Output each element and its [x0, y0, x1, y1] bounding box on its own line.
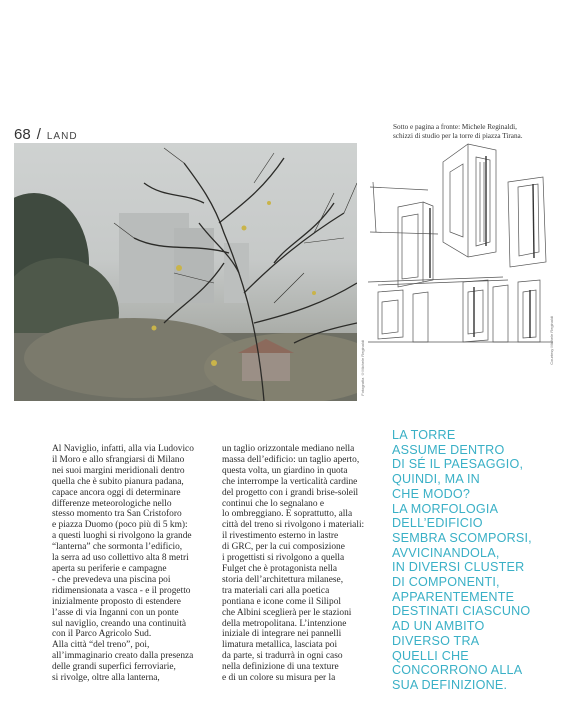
text-line: Alla città “del treno”, poi, — [52, 640, 150, 651]
text-line: del progetto con i grandi brise-soleil — [222, 487, 359, 498]
sketch-credit: Courtesy Michele Reginaldi — [549, 316, 554, 365]
quote-line: APPARENTEMENTE — [392, 589, 515, 604]
quote-line: CONCORRONO ALLA — [392, 663, 523, 678]
text-line: Fulget che è protagonista nella — [222, 563, 338, 574]
quote-line: QUELLI CHE — [392, 648, 469, 663]
text-line: il rivestimento esterno in lastre — [222, 531, 339, 542]
text-line: ridimensionata a vasca - e il progetto — [52, 585, 191, 596]
text-line: un taglio orizzontale mediano nella — [222, 444, 355, 454]
text-line: nei suoi margini meridionali dentro — [52, 465, 185, 476]
foggy-tower-image — [14, 143, 357, 401]
text-line: stesso momento tra San Cristoforo — [52, 509, 182, 520]
quote-line: DI SÉ IL PAESAGGIO, — [392, 457, 524, 472]
quote-line: DESTINATI CIASCUNO — [392, 604, 531, 619]
quote-line: DELL’EDIFICIO — [392, 516, 483, 531]
page-number: 68 — [14, 126, 31, 143]
text-line: a questi luoghi si rivolgono la grande — [52, 531, 192, 542]
quote-line: AD UN AMBITO — [392, 619, 485, 634]
text-line: inizialmente proposto di estendere — [52, 596, 181, 607]
text-line: e di un colore su misura per la — [222, 673, 336, 684]
text-line: sul naviglio, creando una continuità — [52, 618, 187, 629]
text-line: l’asse di via Inganni con un ponte — [52, 607, 179, 618]
tower-sketch-drawing — [368, 142, 558, 347]
text-line: continui che lo segnalano e — [222, 498, 325, 509]
text-line: quella che è subito pianura padana, — [52, 476, 184, 487]
body-column-1 — [52, 444, 217, 684]
body-column-2 — [222, 444, 392, 684]
text-line: limatura metallica, lasciata poi — [222, 640, 338, 651]
text-line: massa dell’edificio: un taglio aperto, — [222, 454, 360, 465]
section-label: LAND — [46, 131, 78, 142]
quote-line: DIVERSO TRA — [392, 633, 480, 648]
quote-line: LA TORRE — [392, 428, 456, 442]
text-line: “lanterna” che sormonta l’edificio, — [52, 542, 183, 553]
quote-line: QUINDI, MA IN — [392, 472, 480, 487]
text-line: Al Naviglio, infatti, alla via Ludovico — [52, 444, 194, 454]
text-line: che Albini sceglierà per le stazioni — [222, 607, 352, 618]
text-line: che interrompe la verticalità cardine — [222, 476, 358, 487]
text-line: storia dell’architettura milanese, — [222, 574, 344, 585]
text-line: della metropolitana. L’intenzione — [222, 618, 347, 629]
architectural-sketch — [368, 142, 558, 347]
text-line: con il Parco Agricolo Sud. — [52, 629, 152, 640]
text-line: all’immaginario creato dalla presenza — [52, 651, 194, 662]
pull-quote — [392, 428, 562, 693]
quote-line: SUA DEFINIZIONE. — [392, 677, 508, 692]
text-line: iniziale di integrare nei pannelli — [222, 629, 342, 640]
tower-photo — [14, 143, 357, 401]
text-line: nella definizione di una texture — [222, 662, 339, 673]
quote-line: DI COMPONENTI, — [392, 575, 500, 590]
quote-line: SEMBRA SCOMPORSI, — [392, 530, 532, 545]
caption-line: schizzi di studio per la torre di piazza Tirana. — [393, 132, 523, 140]
text-line: aperta su periferie e campagne — [52, 563, 167, 574]
text-line: delle grandi superfici ferroviarie, — [52, 662, 176, 673]
quote-line: CHE MODO? — [392, 486, 471, 501]
text-line: differenze meteorologiche nello — [52, 498, 172, 509]
quote-line: IN DIVERSI CLUSTER — [392, 560, 525, 575]
image-caption — [393, 123, 558, 141]
text-line: questa volta, un giardino in quota — [222, 465, 348, 476]
text-line: da parte, si tradurrà in ogni caso — [222, 651, 343, 662]
quote-line: AVVICINANDOLA, — [392, 545, 500, 560]
caption-line: Sotto e pagina a fronte: Michele Reginaldi, — [393, 123, 517, 131]
text-line: - che prevedeva una piscina poi — [52, 574, 171, 585]
text-line: la serra ad uso collettivo alta 8 metri — [52, 553, 189, 564]
quote-line: ASSUME DENTRO — [392, 442, 505, 457]
quote-line: LA MORFOLOGIA — [392, 501, 499, 516]
text-line: lo ombreggiano. E soprattutto, alla — [222, 509, 353, 520]
photo-credit: Fotografia ©Michele Reginaldi — [360, 340, 365, 396]
text-line: i progettisti si rivolgono a quella — [222, 553, 345, 564]
text-line: di GRC, per la cui composizione — [222, 542, 345, 553]
text-line: pontiana e icone come il Silipol — [222, 596, 341, 607]
text-line: si rivolge, oltre alla lanterna, — [52, 673, 160, 684]
text-line: e piazza Duomo (poco più di 5 km): — [52, 520, 188, 531]
page-header — [14, 126, 78, 143]
text-line: capace ancora oggi di determinare — [52, 487, 181, 498]
text-line: il Moro e allo sfrangiarsi di Milano — [52, 454, 185, 465]
text-line: città del treno si rivolgono i materiali: — [222, 520, 365, 531]
text-line: tra materiali cari alla poetica — [222, 585, 330, 596]
header-separator: / — [36, 126, 41, 143]
